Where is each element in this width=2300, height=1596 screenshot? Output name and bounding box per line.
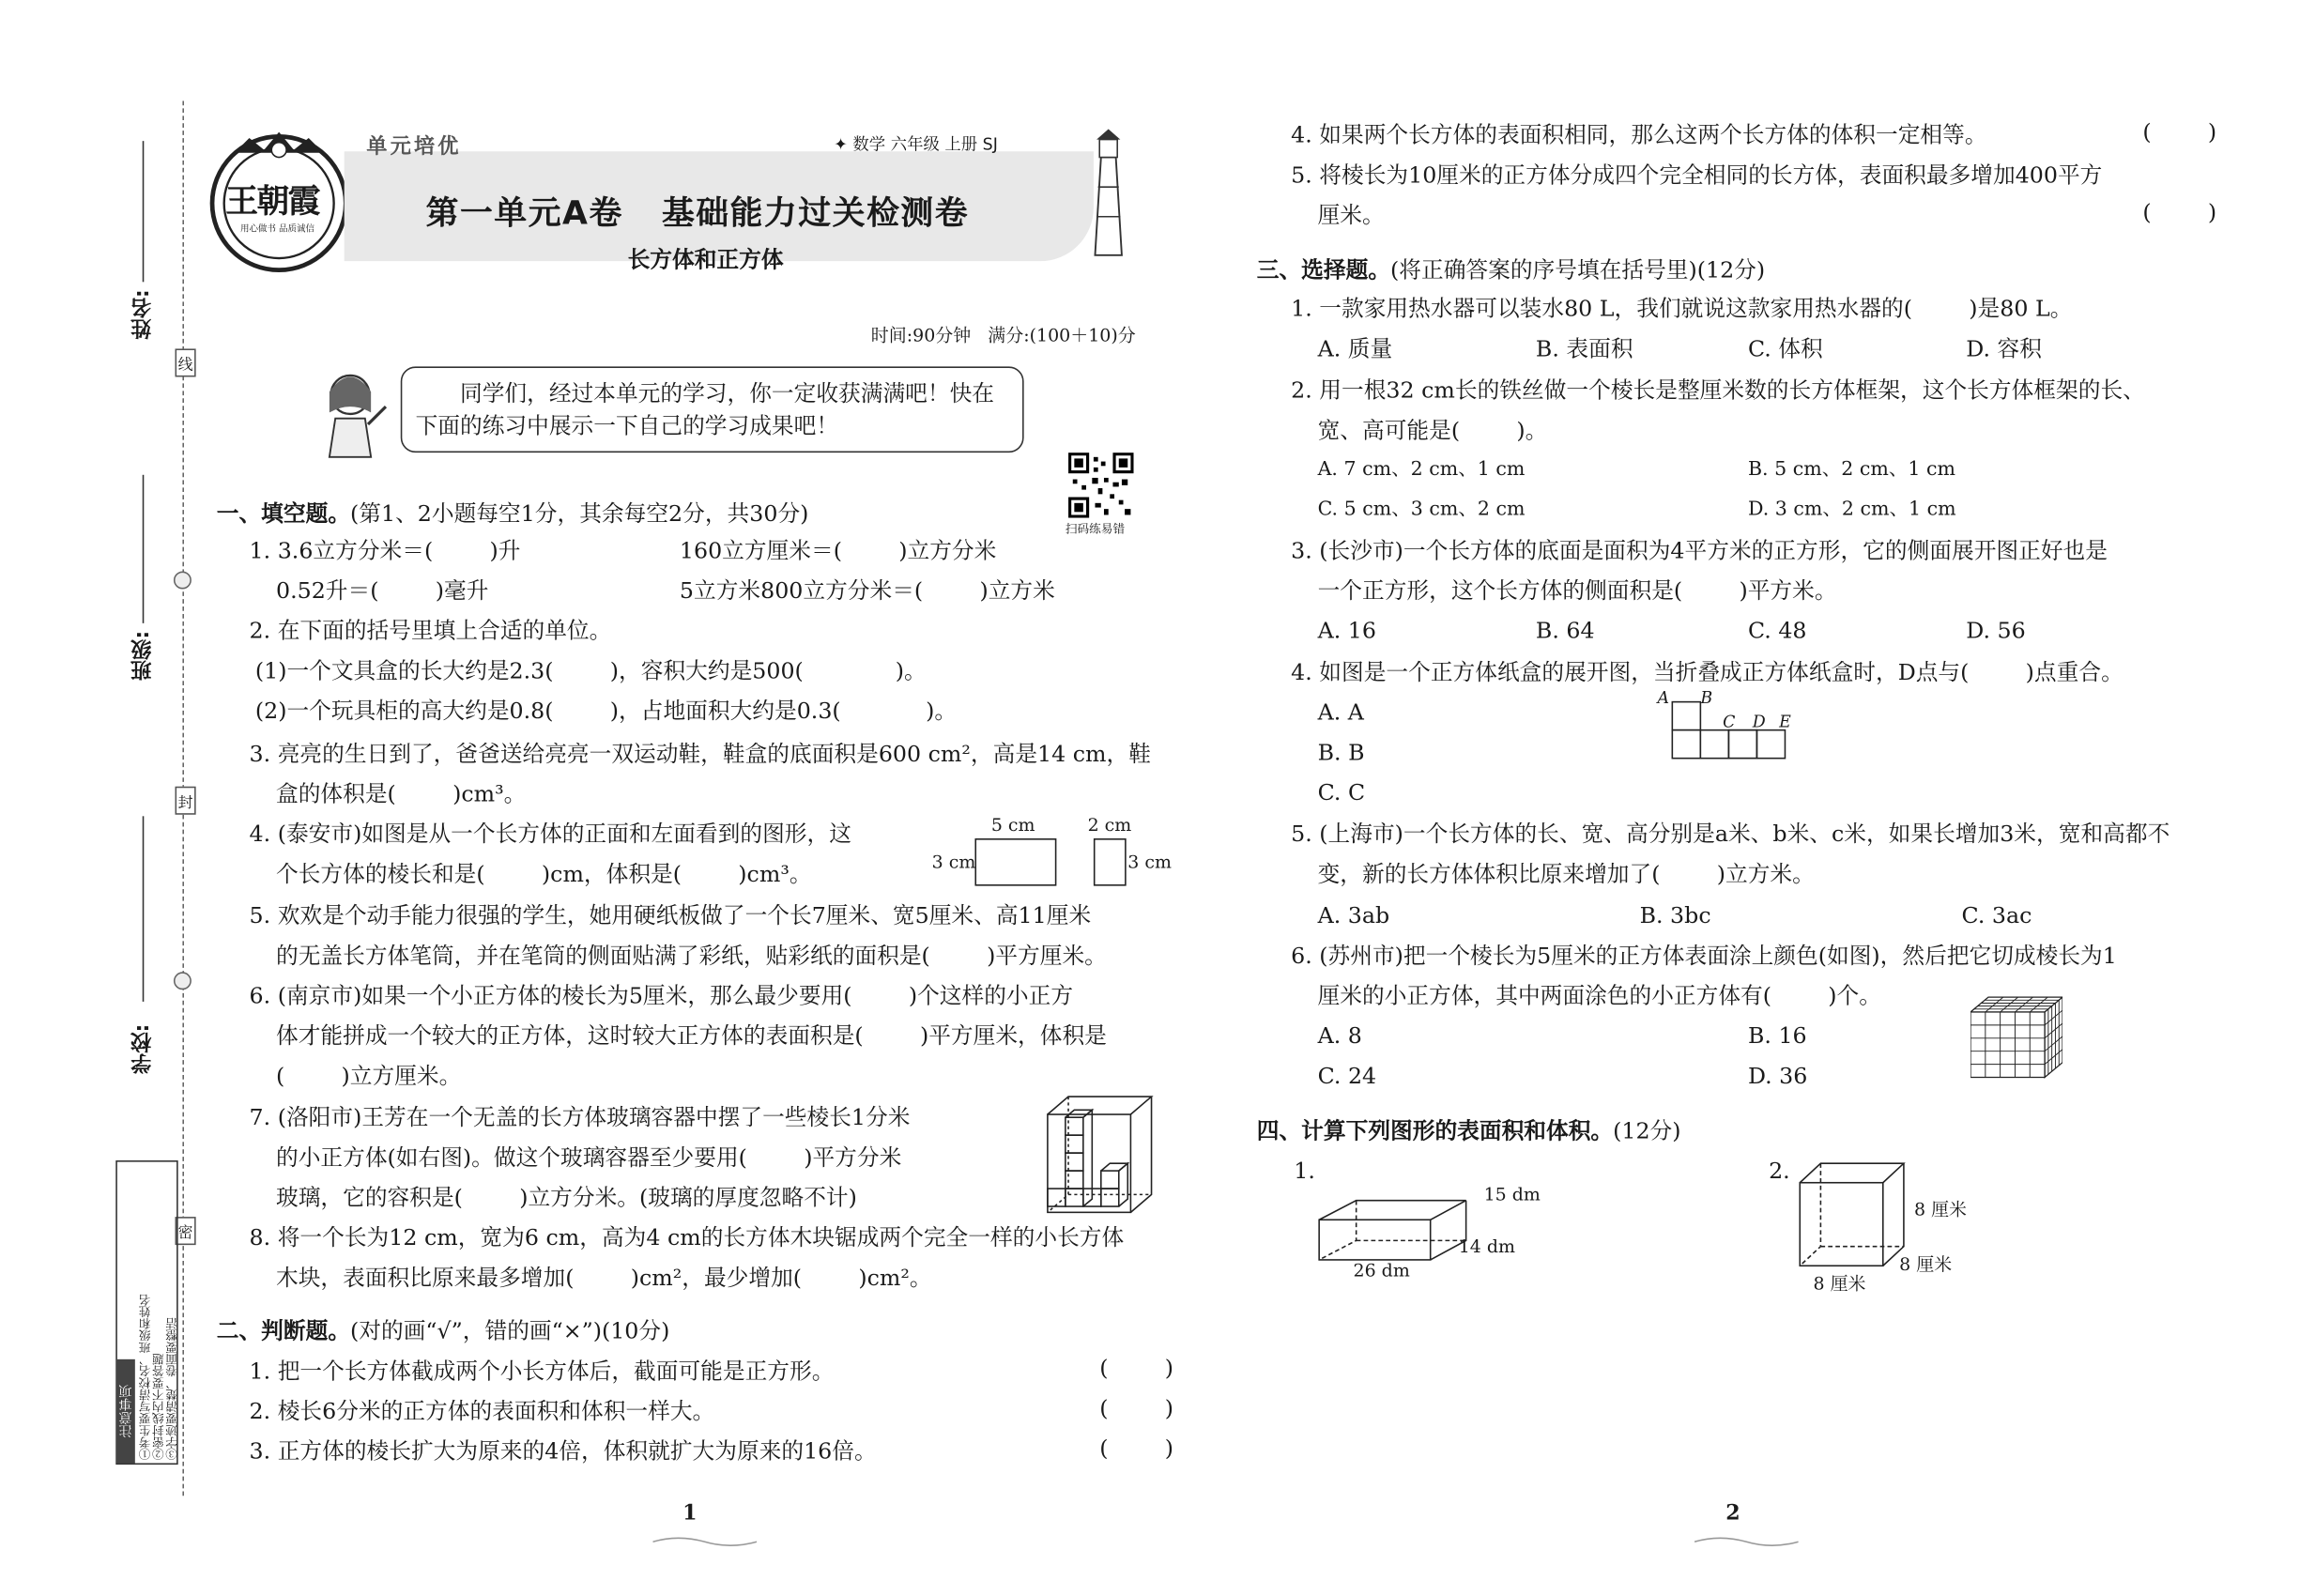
page-ornament-1	[652, 1528, 757, 1543]
s3-q3-opt-c: C. 48	[1747, 617, 1807, 644]
section1-title: 一、填空题。(第1、2小题每空1分，其余每空2分，共30分)	[216, 499, 809, 528]
s1-q7b: 的小正方体(如右图)。做这个玻璃容器至少要用( )平方分米	[275, 1143, 902, 1172]
note-item: ①考生要写清校名、班级和姓名	[137, 1294, 152, 1461]
s1-q4b: 个长方体的棱长和是( )cm，体积是( )cm³。	[275, 860, 812, 888]
school-label: 学校:	[130, 1023, 155, 1074]
section3-title: 三、选择题。(将正确答案的序号填在括号里)(12分)	[1256, 256, 1766, 284]
s1-q3b: 盒的体积是( )cm³。	[275, 780, 527, 807]
s3-q2-opt-b: B. 5 cm、2 cm、1 cm	[1747, 458, 1956, 482]
s1-q7c: 玻璃，它的容积是( )立方分米。(玻璃的厚度忽略不计)	[275, 1184, 857, 1211]
s1-q2a: (1)一个文具盒的长大约是2.3( )，容积大约是500( )。	[254, 657, 927, 684]
s3-q5-opt-c: C. 3ac	[1961, 902, 2032, 929]
section2-title: 二、判断题。(对的画“√”，错的画“×”)(10分)	[216, 1317, 670, 1345]
s1-q1a: 1. 3.6立方分米＝( )升	[249, 537, 521, 564]
s3-q3-opt-d: D. 56	[1966, 617, 2026, 644]
s4-fig1-width: 26 dm	[1353, 1259, 1410, 1281]
s1-q3a: 3. 亮亮的生日到了，爸爸送给亮亮一双运动鞋，鞋盒的底面积是600 cm²，高是14 cm，鞋	[249, 740, 1151, 768]
s3-q6-opt-d: D. 36	[1747, 1062, 1808, 1090]
s3-q5-opt-b: B. 3bc	[1639, 902, 1711, 929]
s2-item-5: 5. 将棱长为10厘米的正方体分成四个完全相同的长方体，表面积最多增加400平方	[1291, 161, 2103, 189]
s3-q5-opt-a: A. 3ab	[1317, 902, 1390, 929]
s2-item-2: 2. 棱长6分米的正方体的表面积和体积一样大。	[249, 1397, 715, 1425]
s3-q4-opt-a: A. A	[1317, 698, 1364, 726]
s3-q6b: 厘米的小正方体，其中两面涂色的小正方体有( )个。	[1317, 982, 1881, 1009]
s2-item-4: 4. 如果两个长方体的表面积相同，那么这两个长方体的体积一定相等。	[1291, 121, 1987, 149]
s4-fig2-depth: 8 厘米	[1899, 1253, 1953, 1275]
q4-side-height: 3 cm	[1127, 852, 1172, 873]
s3-q5b: 变，新的长方体体积比原来增加了( )立方米。	[1317, 860, 1815, 888]
grade-info: 数学 六年级 上册 SJ	[852, 134, 998, 155]
page-number-1: 1	[682, 1501, 698, 1526]
s3-q5a: 5. (上海市)一个长方体的长、宽、高分别是a米、b米、c米，如果长增加3米，宽和高都不	[1291, 821, 2170, 848]
s1-q8a: 8. 将一个长为12 cm，宽为6 cm，高为4 cm的长方体木块锯成两个完全一样的小长方体	[249, 1223, 1125, 1251]
s3-q1-opt-d: D. 容积	[1966, 335, 2042, 362]
s2-item-5b: 厘米。	[1317, 201, 1385, 229]
page-ornament-2	[1694, 1528, 1799, 1543]
cut-mark-mi: 密	[176, 1217, 196, 1245]
brand-subtitle: 用心做书 品质诚信	[240, 223, 314, 235]
s3-q1-opt-b: B. 表面积	[1535, 335, 1633, 362]
s4-fig2-number: 2.	[1769, 1157, 1790, 1185]
brand-name: 王朝霞	[225, 182, 319, 222]
s3-q2-opt-c: C. 5 cm、3 cm、2 cm	[1317, 499, 1526, 521]
section3-note: (将正确答案的序号填在括号里)(12分)	[1390, 256, 1766, 284]
s3-q6-opt-c: C. 24	[1317, 1062, 1377, 1090]
net-label-e: E	[1779, 712, 1791, 732]
s3-q3-opt-b: B. 64	[1535, 617, 1595, 644]
bubble-text-1: 同学们，经过本单元的学习，你一定收获满满吧！快在	[459, 379, 995, 407]
s3-q4-opt-b: B. B	[1317, 739, 1365, 766]
s1-q6a: 6. (南京市)如果一个小正方体的棱长为5厘米，那么最少要用( )个这样的小正方	[249, 982, 1074, 1009]
page-title: 第一单元A卷 基础能力过关检测卷	[425, 195, 970, 234]
s3-q2-opt-a: A. 7 cm、2 cm、1 cm	[1317, 458, 1526, 482]
header-meta	[834, 132, 998, 156]
notes-box	[115, 1160, 177, 1465]
cube-figure	[1799, 1162, 1906, 1269]
cuboid-figure	[1318, 1199, 1481, 1261]
net-label-d: D	[1752, 712, 1766, 732]
s2-item-3: 3. 正方体的棱长扩大为原来的4倍，体积就扩大为原来的16倍。	[249, 1437, 877, 1466]
s3-q3-opt-a: A. 16	[1317, 617, 1376, 644]
s1-q1d: 5立方米800立方分米＝( )立方米	[679, 576, 1055, 605]
sparkle-icon: ✦	[834, 134, 853, 155]
s4-fig2-width: 8 厘米	[1813, 1273, 1866, 1295]
s1-q4a: 4. (泰安市)如图是从一个长方体的正面和左面看到的图形，这	[249, 821, 851, 848]
s3-q3b: 一个正方形，这个长方体的侧面积是( )平方米。	[1317, 576, 1837, 605]
s1-q6c: ( )立方厘米。	[275, 1062, 462, 1090]
s3-q1: 1. 一款家用热水器可以装水80 L，我们就说这款家用热水器的( )是80 L。	[1291, 295, 2073, 322]
section4-title: 四、计算下列图形的表面积和体积。(12分)	[1256, 1117, 1681, 1144]
s3-q1-opt-a: A. 质量	[1317, 335, 1393, 362]
bubble-text-2: 下面的练习中展示一下自己的学习成果吧！	[415, 412, 839, 439]
s3-q4-opt-c: C. C	[1317, 778, 1366, 806]
s3-q4: 4. 如图是一个正方体纸盒的展开图，当折叠成正方体纸盒时，D点与( )点重合。	[1291, 658, 2124, 686]
s3-q3a: 3. (长沙市)一个长方体的底面是面积为4平方米的正方形，它的侧面展开图正好也是	[1291, 537, 2108, 564]
s3-q2b: 宽、高可能是( )。	[1317, 417, 1548, 444]
q4-front-width: 5 cm	[990, 814, 1035, 836]
class-field-line[interactable]	[143, 475, 145, 623]
q7-container-figure	[1043, 1094, 1155, 1216]
qr-code-icon	[1068, 453, 1134, 518]
class-label: 班级:	[130, 630, 155, 681]
s1-q1c: 0.52升＝( )毫升	[275, 576, 489, 605]
s3-q2a: 2. 用一根32 cm长的铁丝做一个棱长是整厘米数的长方体框架，这个长方体框架的长、	[1291, 376, 2145, 404]
s4-fig1-depth: 14 dm	[1458, 1235, 1516, 1257]
page-number-2: 2	[1725, 1501, 1740, 1526]
qr-code[interactable]	[1068, 453, 1134, 518]
s4-fig2-height: 8 厘米	[1913, 1199, 1968, 1220]
section2-note: (对的画“√”，错的画“×”)(10分)	[350, 1317, 670, 1345]
s4-fig1-number: 1.	[1294, 1157, 1315, 1185]
s2-answer-blank-4[interactable]: ( )	[2142, 118, 2217, 146]
binding-ring-icon	[174, 572, 192, 590]
qr-caption: 扫码练易错	[1065, 522, 1126, 536]
notes-title: 注意事项	[117, 1359, 135, 1464]
s3-q6-opt-b: B. 16	[1747, 1022, 1807, 1050]
s2-answer-blank-5[interactable]: ( )	[2142, 198, 2217, 226]
s1-q2b: (2)一个玩具柜的高大约是0.8( )，占地面积大约是0.3( )。	[254, 697, 958, 725]
binding-ring-icon	[174, 972, 192, 990]
painted-cube-figure	[1970, 994, 2062, 1081]
s1-q1b: 160立方厘米＝( )立方分米	[679, 537, 997, 564]
exam-time: 时间:90分钟 满分:(100＋10)分	[870, 325, 1136, 346]
net-label-a: A	[1657, 688, 1670, 708]
s1-q6b: 体才能拼成一个较大的正方体，这时较大正方体的表面积是( )平方厘米，体积是	[275, 1022, 1107, 1050]
lighthouse-icon	[1086, 128, 1130, 258]
s2-answer-blank-3[interactable]: ( )	[1099, 1435, 1174, 1462]
cube-net-figure	[1654, 688, 1795, 766]
note-item: ③字迹要清楚、卷面要整洁	[164, 1317, 178, 1461]
s4-fig1-height: 15 dm	[1483, 1184, 1541, 1205]
series-tag: 单元培优	[366, 134, 462, 160]
s3-q6a: 6. (苏州市)把一个棱长为5厘米的正方体表面涂上颜色(如图)，然后把它切成棱长为1	[1291, 942, 2117, 970]
q4-side-view	[1094, 838, 1127, 886]
q4-front-height: 3 cm	[931, 852, 976, 873]
s3-q2-opt-d: D. 3 cm、2 cm、1 cm	[1747, 499, 1956, 521]
net-label-b: B	[1700, 688, 1713, 708]
s3-q1-opt-c: C. 体积	[1747, 335, 1823, 362]
s2-answer-blank-2[interactable]: ( )	[1099, 1394, 1174, 1422]
name-field-line[interactable]	[143, 141, 145, 282]
net-label-c: C	[1723, 712, 1736, 732]
q4-side-width: 2 cm	[1087, 814, 1132, 836]
s1-q7a: 7. (洛阳市)王芳在一个无盖的长方体玻璃容器中摆了一些棱长1分米	[249, 1103, 911, 1131]
s1-q2: 2. 在下面的括号里填上合适的单位。	[249, 617, 612, 644]
section4-note: (12分)	[1613, 1117, 1681, 1144]
note-item: ②密封线内不要答题	[151, 1353, 165, 1461]
s1-q8b: 木块，表面积比原来最多增加( )cm²，最少增加( )cm²。	[275, 1264, 932, 1292]
s1-q5b: 的无盖长方体笔筒，并在笔筒的侧面贴满了彩纸，贴彩纸的面积是( )平方厘米。	[275, 942, 1107, 970]
brand-logo	[205, 126, 353, 274]
cut-mark-xian: 线	[176, 348, 196, 376]
unit-subtitle: 长方体和正方体	[627, 246, 784, 273]
s2-item-1: 1. 把一个长方体截成两个小长方体后，截面可能是正方形。	[249, 1358, 835, 1385]
s3-q6-opt-a: A. 8	[1317, 1022, 1362, 1050]
section1-note: (第1、2小题每空1分，其余每空2分，共30分)	[350, 499, 809, 528]
student-illustration	[312, 368, 393, 460]
s2-answer-blank-1[interactable]: ( )	[1099, 1355, 1174, 1382]
s1-q5a: 5. 欢欢是个动手能力很强的学生，她用硬纸板做了一个长7厘米、宽5厘米、高11厘米	[249, 902, 1092, 929]
cut-mark-feng: 封	[176, 787, 196, 815]
school-field-line[interactable]	[143, 816, 145, 1002]
name-label: 姓名:	[130, 289, 155, 340]
q4-front-view	[974, 838, 1056, 886]
